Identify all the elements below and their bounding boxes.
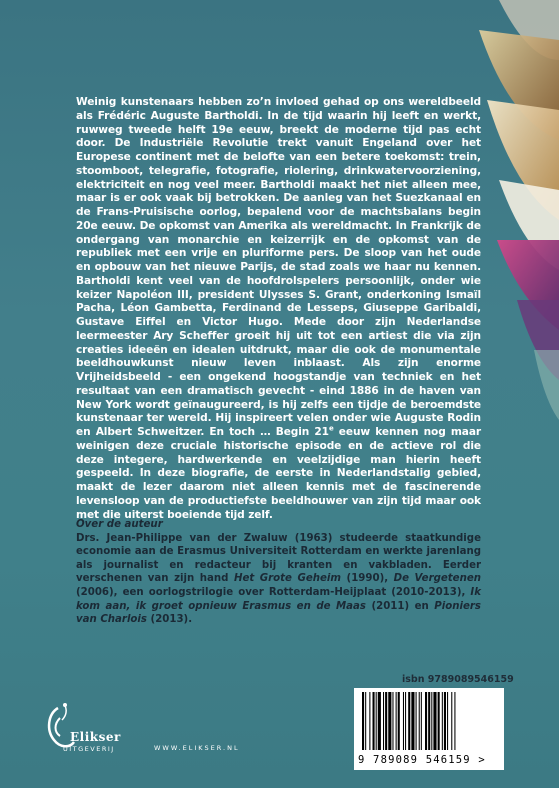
barcode-bar xyxy=(444,692,446,750)
synopsis-part-1: Weinig kunstenaars hebben zo’n invloed gehad op ons wereldbeeld als Frédéric Auguste Bartholdi. In de tijd waarin hij leeft en werkt, ruwweg tweede helft 19e eeuw, breekt de moderne tijd pas echt door. De Industriële Revolutie trekt vanuit Engeland over het Europese continent met de belofte van een betere toekomst: trein, stoomboot, telegrafie, fotografie, riolering, drinkwatervoorziening, elektriciteit en nog veel meer. Bartholdi maakt het niet alleen mee, maar is er ook vaak bij betrokken. De aanleg van het Suezkanaal en de Frans-Pruisische oorlog, bepalend voor de machtsbalans begin 20e eeuw. De opkomst van Amerika als wereldmacht. In Frankrijk de ondergang van monarchie en keizerrijk en de opkomst van de republiek met een vrije en pluriforme pers. De sloop van het oude en opbouw van het nieuwe Parijs, de stad zoals we haar nu kennen. Bartholdi kent veel van de hoofdrolspelers persoonlijk, onder wie keizer Napoléon III, president Ulysses S. Grant, onderkoning Ismaïl Pacha, Léon Gambetta, Ferdinand de Lesseps, Giuseppe Garibaldi, Gustave Eiffel en Victor Hugo. Mede door zijn Nederlandse leermeester Ary Scheffer groeit hij uit tot een artiest die via zijn creaties ideeën en idealen uitdrukt, maar die ook de monumentale beeldhouwkunst nieuw leven inblaast. Als zijn enorme Vrijheidsbeeld - een ongekend hoogstandje van techniek en het resultaat van een dramatisch gevecht - eind 1886 in de haven van New York wordt geïnaugureerd, is hij zelfs een tijdje de beroemdste kunstenaar ter wereld. Hij inspireert velen onder wie Auguste Rodin en Albert Schweitzer. En toch … Begin 21 xyxy=(76,96,481,438)
book-title-4: Pioniers van Charlois xyxy=(76,600,481,626)
barcode-bar xyxy=(419,692,420,750)
synopsis-paragraph xyxy=(76,96,481,522)
barcode-bars xyxy=(360,692,498,752)
barcode-bar xyxy=(411,692,414,750)
barcode-bar xyxy=(396,692,397,750)
barcode-bar xyxy=(405,692,406,750)
barcode-bar xyxy=(378,692,381,750)
publisher-subtitle: UITGEVERIJ xyxy=(63,745,115,753)
author-bio-part-2: (1990), xyxy=(341,573,394,585)
barcode-bar xyxy=(433,692,436,750)
book-title-3: Ik kom aan, ik groet opnieuw Erasmus en de Maas xyxy=(76,586,481,612)
about-author-heading: Over de auteur xyxy=(76,519,163,530)
barcode-bar xyxy=(369,692,370,750)
barcode-bar xyxy=(454,692,455,750)
book-title-1: Het Grote Geheim xyxy=(233,573,342,585)
author-bio-part-5: (2013). xyxy=(147,614,193,626)
superscript-e: e xyxy=(328,424,334,433)
book-title-2: De Vergetenen xyxy=(393,573,481,585)
author-bio-part-4: (2011) en xyxy=(365,600,435,612)
author-bio-part-1: Drs. Jean-Philippe van der Zwaluw (1963) studeerde staatkundige economie aan de Erasmus Universiteit Rotterdam en werkte jarenlang als journalist en redacteur bij kranten en vakbladen. Eerder verschenen van zijn hand xyxy=(76,532,481,585)
barcode-bar xyxy=(438,692,440,750)
barcode-bar xyxy=(398,692,400,750)
barcode-bar xyxy=(431,692,432,750)
barcode-bar xyxy=(403,692,404,750)
barcode-bar xyxy=(428,692,430,750)
barcode-bar xyxy=(383,692,384,750)
barcode-bar xyxy=(362,692,364,750)
barcode-bar xyxy=(416,692,417,750)
barcode-bar xyxy=(447,692,448,750)
about-author-section xyxy=(76,518,481,627)
barcode-bar xyxy=(385,692,387,750)
synopsis-text xyxy=(76,96,481,522)
author-bio xyxy=(76,532,481,627)
author-bio-part-3: (2006), een oorlogstrilogie over Rotterdam-Heijplaat (2010-2013), xyxy=(76,586,471,598)
barcode-bar xyxy=(421,692,422,750)
isbn-label: isbn 9789089546159 xyxy=(402,674,514,685)
barcode xyxy=(354,688,504,770)
barcode-bar xyxy=(425,692,427,750)
barcode-bar xyxy=(365,692,366,750)
barcode-bar xyxy=(392,692,393,750)
barcode-bar xyxy=(388,692,391,750)
publisher-name: Elikser xyxy=(70,730,121,744)
barcode-bar xyxy=(373,692,375,750)
barcode-bar xyxy=(451,692,452,750)
synopsis-part-2: eeuw kennen nog maar weinigen deze cruciale historische episode en de actieve rol die deze integere, hardwerkende en veelzijdige man hierin heeft gespeeld. In deze biografie, de eerste in Nederlandstalig gebied, maakt de lezer daarom niet alleen kennis met de fascinerende levensloop van de productiefste beeldhouwer van zijn tijd maar ook met die uiterst boeiende tijd zelf. xyxy=(76,426,481,521)
barcode-bar xyxy=(408,692,410,750)
barcode-digits: 9 789089 546159 > xyxy=(358,754,486,766)
barcode-bar xyxy=(376,692,377,750)
publisher-website: WWW.ELIKSER.NL xyxy=(154,744,240,752)
barcode-bar xyxy=(442,692,443,750)
